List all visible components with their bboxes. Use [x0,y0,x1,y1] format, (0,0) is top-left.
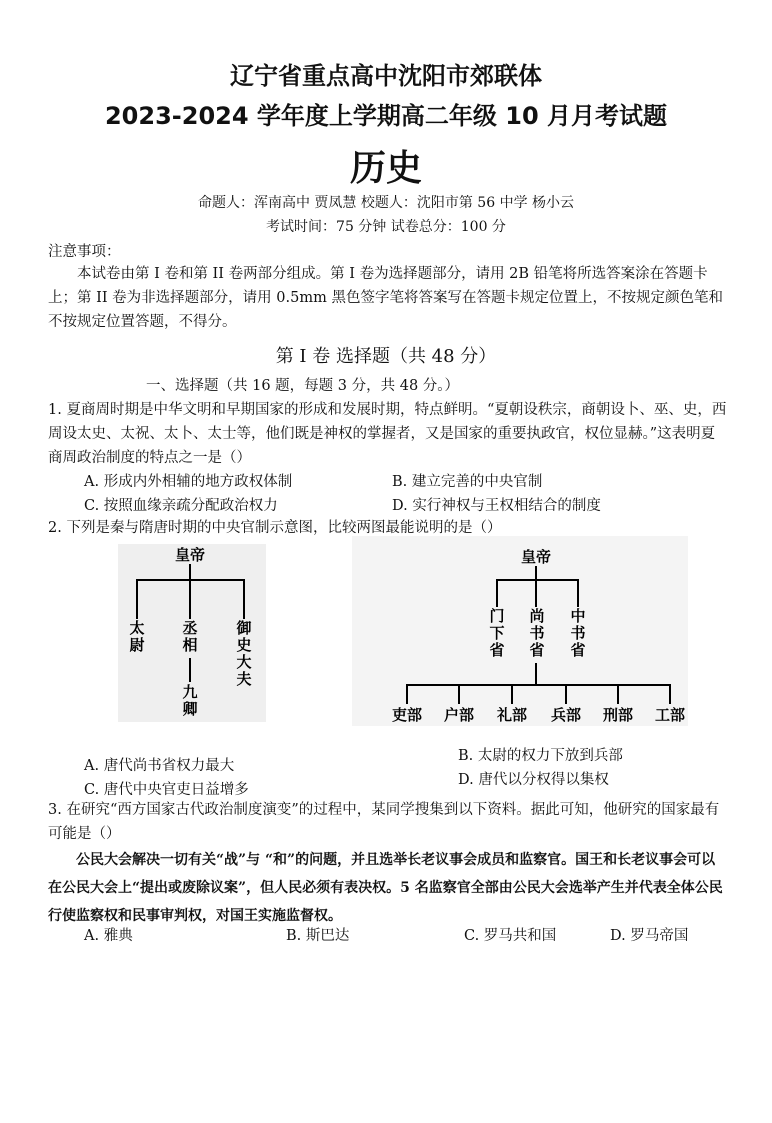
tang-gongbu: 工部 [654,706,685,724]
section-title: 第 I 卷 选择题（共 48 分） [275,346,497,367]
tang-hubu: 户部 [443,706,474,724]
q2-option-b: B. 太尉的权力下放到兵部 [458,748,623,764]
qin-chengxiang: 丞相 [182,619,198,654]
q1-option-b: B. 建立完善的中央官制 [392,474,543,490]
q1-stem: 1. 夏商周时期是中华文明和早期国家的形成和发展时期，特点鲜明。“夏朝设秩宗，商朝设卜、巫、史，西周设太史、太祝、太卜、太士等，他们既是神权的掌握者，又是国家的重要执政官，权位显赫。”这表明夏商周政治制度的特点之一是（） [48,402,727,466]
tang-zhongshusheng: 中书省 [570,607,586,659]
q3-stem: 3. 在研究“西方国家古代政治制度演变”的过程中，某同学搜集到以下资料。据此可知，他研究的国家最有可能是（） [48,802,720,842]
subject-title: 历史 [349,148,422,189]
exam-info-line: 考试时间：75 分钟 试卷总分：100 分 [266,219,506,235]
q2-option-d: D. 唐代以分权得以集权 [458,772,609,788]
q3-option-d: D. 罗马帝国 [610,928,689,944]
q2-stem: 2. 下列是秦与隋唐时期的中央官制示意图，比较两图最能说明的是（） [48,520,502,536]
qin-jiuqing: 九卿 [182,683,198,718]
q3-option-a: A. 雅典 [84,928,133,944]
tang-libu-rites: 礼部 [496,706,527,724]
tang-bingbu: 兵部 [550,706,581,724]
q1-option-d: D. 实行神权与王权相结合的制度 [392,498,601,514]
q2-option-c: C. 唐代中央官吏日益增多 [84,782,249,798]
tang-menxiasheng: 门下省 [489,607,505,659]
qin-taiwei: 太尉 [129,619,145,654]
tang-xingbu: 刑部 [602,706,633,724]
notice-label: 注意事项： [48,244,121,260]
authors-line: 命题人：浑南高中 贾凤慧 校题人：沈阳市第 56 中学 杨小云 [197,195,575,211]
q1-option-c: C. 按照血缘亲疏分配政治权力 [84,498,278,514]
tang-emperor: 皇帝 [520,548,551,566]
exam-title-line2: 2023-2024 学年度上学期高二年级 10 月月考试题 [104,102,668,130]
notice-text: 本试卷由第 I 卷和第 II 卷两部分组成。第 I 卷为选择题部分，请用 2B 铅笔将所选答案涂在答题卡上；第 II 卷为非选择题部分，请用 0.5mm 黑色签字笔将答案写在答题卡规定位置上，不按规定颜色笔和不按规定位置答题，不得分。 [48,266,723,330]
section-subtitle: 一、选择题（共 16 题，每题 3 分，共 48 分。） [146,378,460,394]
q3-option-b: B. 斯巴达 [286,928,350,944]
exam-title-line1: 辽宁省重点高中沈阳市郊联体 [230,62,542,90]
tang-libu-personnel: 吏部 [391,706,422,724]
qin-yushidafu: 御史大夫 [236,619,252,688]
qin-emperor: 皇帝 [174,546,205,564]
q3-option-c: C. 罗马共和国 [464,928,557,944]
tang-shangshusheng: 尚书省 [529,607,545,659]
q3-material: 公民大会解决一切有关“战”与 “和”的问题，并且选举长老议事会成员和监察官。国王和长老议事会可以在公民大会上“提出或废除议案”，但人民必须有表决权。5 名监察官全部由公民大会选举产生并代表全体公民行使监察权和民事审判权，对国王实施监督权。 [48,852,723,924]
q1-option-a: A. 形成内外相辅的地方政权体制 [84,474,293,490]
q2-option-a: A. 唐代尚书省权力最大 [84,758,235,774]
